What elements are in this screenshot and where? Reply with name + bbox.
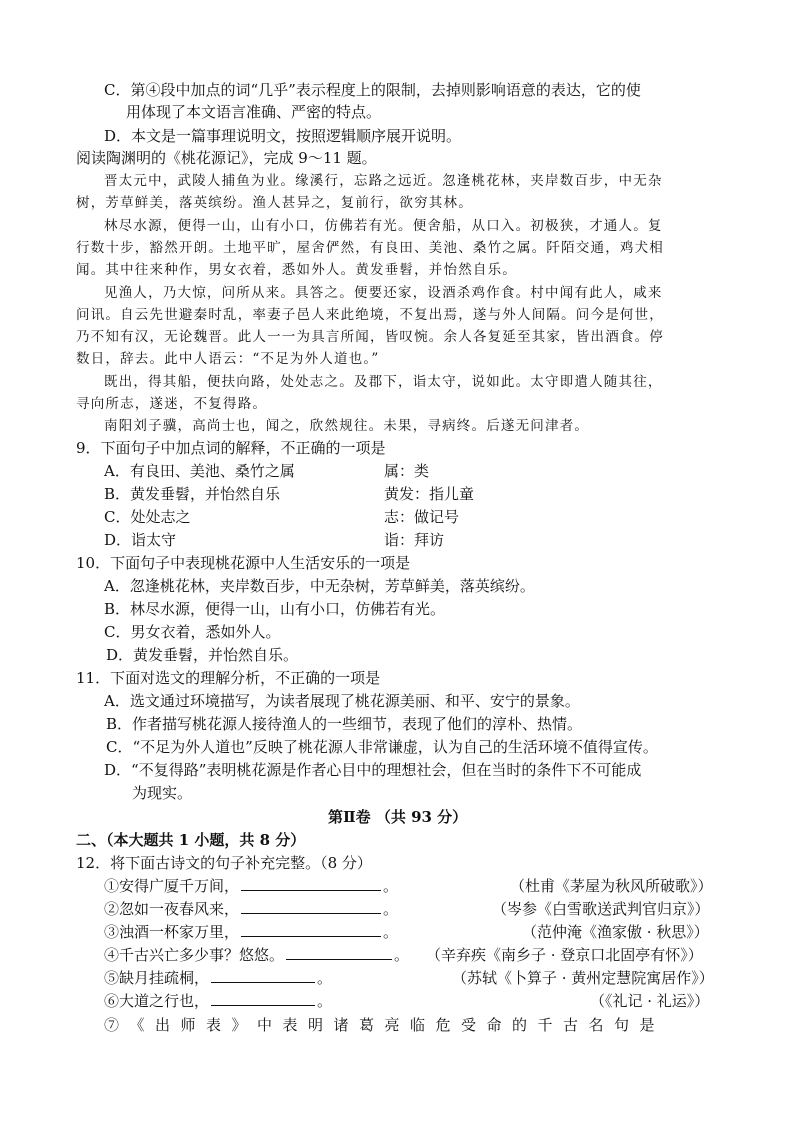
q12-item-2 [104, 899, 398, 919]
q12-item-6-text: ⑥大道之行也， [104, 992, 210, 1010]
passage-p4-l1: 既出，得其船，便扶向路，处处志之。及郡下，诣太守，说如此。太守即遣人随其往， [104, 374, 663, 390]
q10-option-b: B．林尽水源，便得一山，山有小口，仿佛若有光。 [104, 600, 446, 618]
q12-item-6-source: （《礼记 · 礼运》） [590, 992, 710, 1010]
q12-item-4-source: （辛弃疾《南乡子 · 登京口北固亭有怀》） [426, 946, 703, 964]
q11-option-c: C．“不足为外人道也”反映了桃花源人非常谦虚，认为自己的生活环境不值得宣传。 [106, 738, 658, 756]
q12-item-3-blank[interactable] [241, 922, 381, 937]
q11-stem: 11．下面对选文的理解分析，不正确的一项是 [76, 669, 381, 687]
passage-p2-l3: 闻。其中往来种作，男女衣着，悉如外人。黄发垂髫，并怡然自乐。 [76, 262, 517, 278]
q11-option-a: A．选文通过环境描写，为读者展现了桃花源美丽、和平、安宁的景象。 [104, 692, 580, 710]
q12-item-7: ⑦《出师表》中表明诸葛亮临危受命的千古名句是 [104, 1016, 666, 1034]
q12-item-5-end: 。 [317, 969, 333, 987]
q9-option-d: D．诣太守 [104, 531, 177, 549]
q12-stem: 12．将下面古诗文的句子补充完整。（8 分） [76, 854, 372, 872]
q12-item-1-blank[interactable] [241, 876, 381, 891]
passage-p1-l2: 树，芳草鲜美，落英缤纷。渔人甚异之，复前行，欲穷其林。 [76, 195, 473, 211]
passage-p2-l1: 林尽水源，便得一山，山有小口，仿佛若有光。便舍船，从口入。初极狭，才通人。复 [104, 218, 663, 234]
q12-item-1-source: （杜甫《茅屋为秋风所破歌》） [510, 877, 713, 895]
q12-item-5 [104, 968, 332, 988]
q9-option-b: B．黄发垂髫，并怡然自乐 [104, 485, 281, 503]
q9-option-c: C．处处志之 [104, 508, 191, 526]
q12-item-4-blank[interactable] [286, 945, 392, 960]
q11-option-b: B．作者描写桃花源人接待渔人的一些细节，表现了他们的淳朴、热情。 [106, 715, 583, 733]
q9-option-d-explain: 诣：拜访 [384, 531, 445, 549]
q12-item-3-text: ③浊酒一杯家万里， [104, 923, 240, 941]
q12-item-3-end: 。 [383, 923, 399, 941]
q12-item-4-text: ④千古兴亡多少事？悠悠。 [104, 946, 285, 964]
q12-item-1 [104, 876, 398, 896]
passage-p3-l2: 问讯。自云先世避秦时乱，率妻子邑人来此绝境，不复出焉，遂与外人间隔。问今是何世， [76, 307, 664, 323]
q9-option-b-explain: 黄发：指儿童 [384, 485, 475, 503]
q12-item-3-source: （范仲淹《渔家傲 · 秋思》） [522, 923, 709, 941]
q9-option-a-explain: 属：类 [384, 462, 430, 480]
q12-item-5-source: （苏轼《卜算子 · 黄州定慧院寓居作》） [452, 969, 714, 987]
q12-item-2-end: 。 [383, 900, 399, 918]
q12-item-3 [104, 922, 398, 942]
passage-p1-l1: 晋太元中，武陵人捕鱼为业。缘溪行，忘路之远近。忽逢桃花林，夹岸数百步，中无杂 [104, 173, 663, 189]
passage-p3-l1: 见渔人，乃大惊，问所从来。具答之。便要还家，设酒杀鸡作食。村中闻有此人，咸来 [104, 285, 663, 301]
q12-item-4 [104, 945, 409, 965]
q12-item-5-text: ⑤缺月挂疏桐， [104, 969, 210, 987]
q11-option-d-line1: D．“不复得路”表明桃花源是作者心目中的理想社会，但在当时的条件下不可能成 [104, 761, 642, 779]
passage-p3-l4: 数日，辞去。此中人语云：“不足为外人道也。” [76, 351, 380, 367]
q12-item-6-blank[interactable] [211, 991, 315, 1006]
q12-item-2-source: （岑参《白雪歌送武判官归京》） [492, 900, 710, 918]
reading-intro: 阅读陶渊明的《桃花源记》，完成 9～11 题。 [76, 149, 377, 167]
section-ii-title: 第Ⅱ卷 （共 93 分） [328, 808, 468, 826]
part-two-heading: 二、（本大题共 1 小题，共 8 分） [76, 831, 306, 849]
q10-option-c: C．男女衣着，悉如外人。 [104, 623, 281, 641]
q12-item-1-text: ①安得广厦千万间， [104, 877, 240, 895]
q9-option-c-explain: 志：做记号 [384, 508, 460, 526]
q10-stem: 10．下面句子中表现桃花源中人生活安乐的一项是 [76, 554, 411, 572]
passage-p3-l3: 乃不知有汉，无论魏晋。此人一一为具言所闻，皆叹惋。余人各复延至其家，皆出酒食。停 [76, 329, 664, 345]
q12-item-6 [104, 991, 332, 1011]
q10-option-d: D．黄发垂髫，并怡然自乐。 [106, 646, 299, 664]
q12-item-5-blank[interactable] [211, 968, 315, 983]
q12-item-2-text: ②忽如一夜春风来， [104, 900, 240, 918]
q8-option-c-line1: C．第④段中加点的词“几乎”表示程度上的限制，去掉则影响语意的表达，它的使 [104, 81, 641, 99]
q9-stem: 9．下面句子中加点词的解释，不正确的一项是 [76, 439, 386, 457]
q9-option-a: A．有良田、美池、桑竹之属 [104, 462, 295, 480]
passage-p5-l1: 南阳刘子骥，高尚士也，闻之，欣然规往。未果，寻病终。后遂无问津者。 [104, 418, 590, 434]
q10-option-a: A．忽逢桃花林，夹岸数百步，中无杂树，芳草鲜美，落英缤纷。 [104, 577, 535, 595]
q12-item-4-end: 。 [394, 946, 410, 964]
q12-item-2-blank[interactable] [241, 899, 381, 914]
passage-p2-l2: 行数十步，豁然开朗。土地平旷，屋舍俨然，有良田、美池、桑竹之属。阡陌交通，鸡犬相 [76, 240, 664, 256]
q12-item-1-end: 。 [383, 877, 399, 895]
q12-item-6-end: 。 [317, 992, 333, 1010]
q8-option-c-line2: 用体现了本文语言准确、严密的特点。 [126, 103, 382, 121]
q11-option-d-line2: 为现实。 [132, 784, 193, 802]
q8-option-d: D．本文是一篇事理说明文，按照逻辑顺序展开说明。 [104, 127, 462, 145]
passage-p4-l2: 寻向所志，遂迷，不复得路。 [76, 396, 268, 412]
